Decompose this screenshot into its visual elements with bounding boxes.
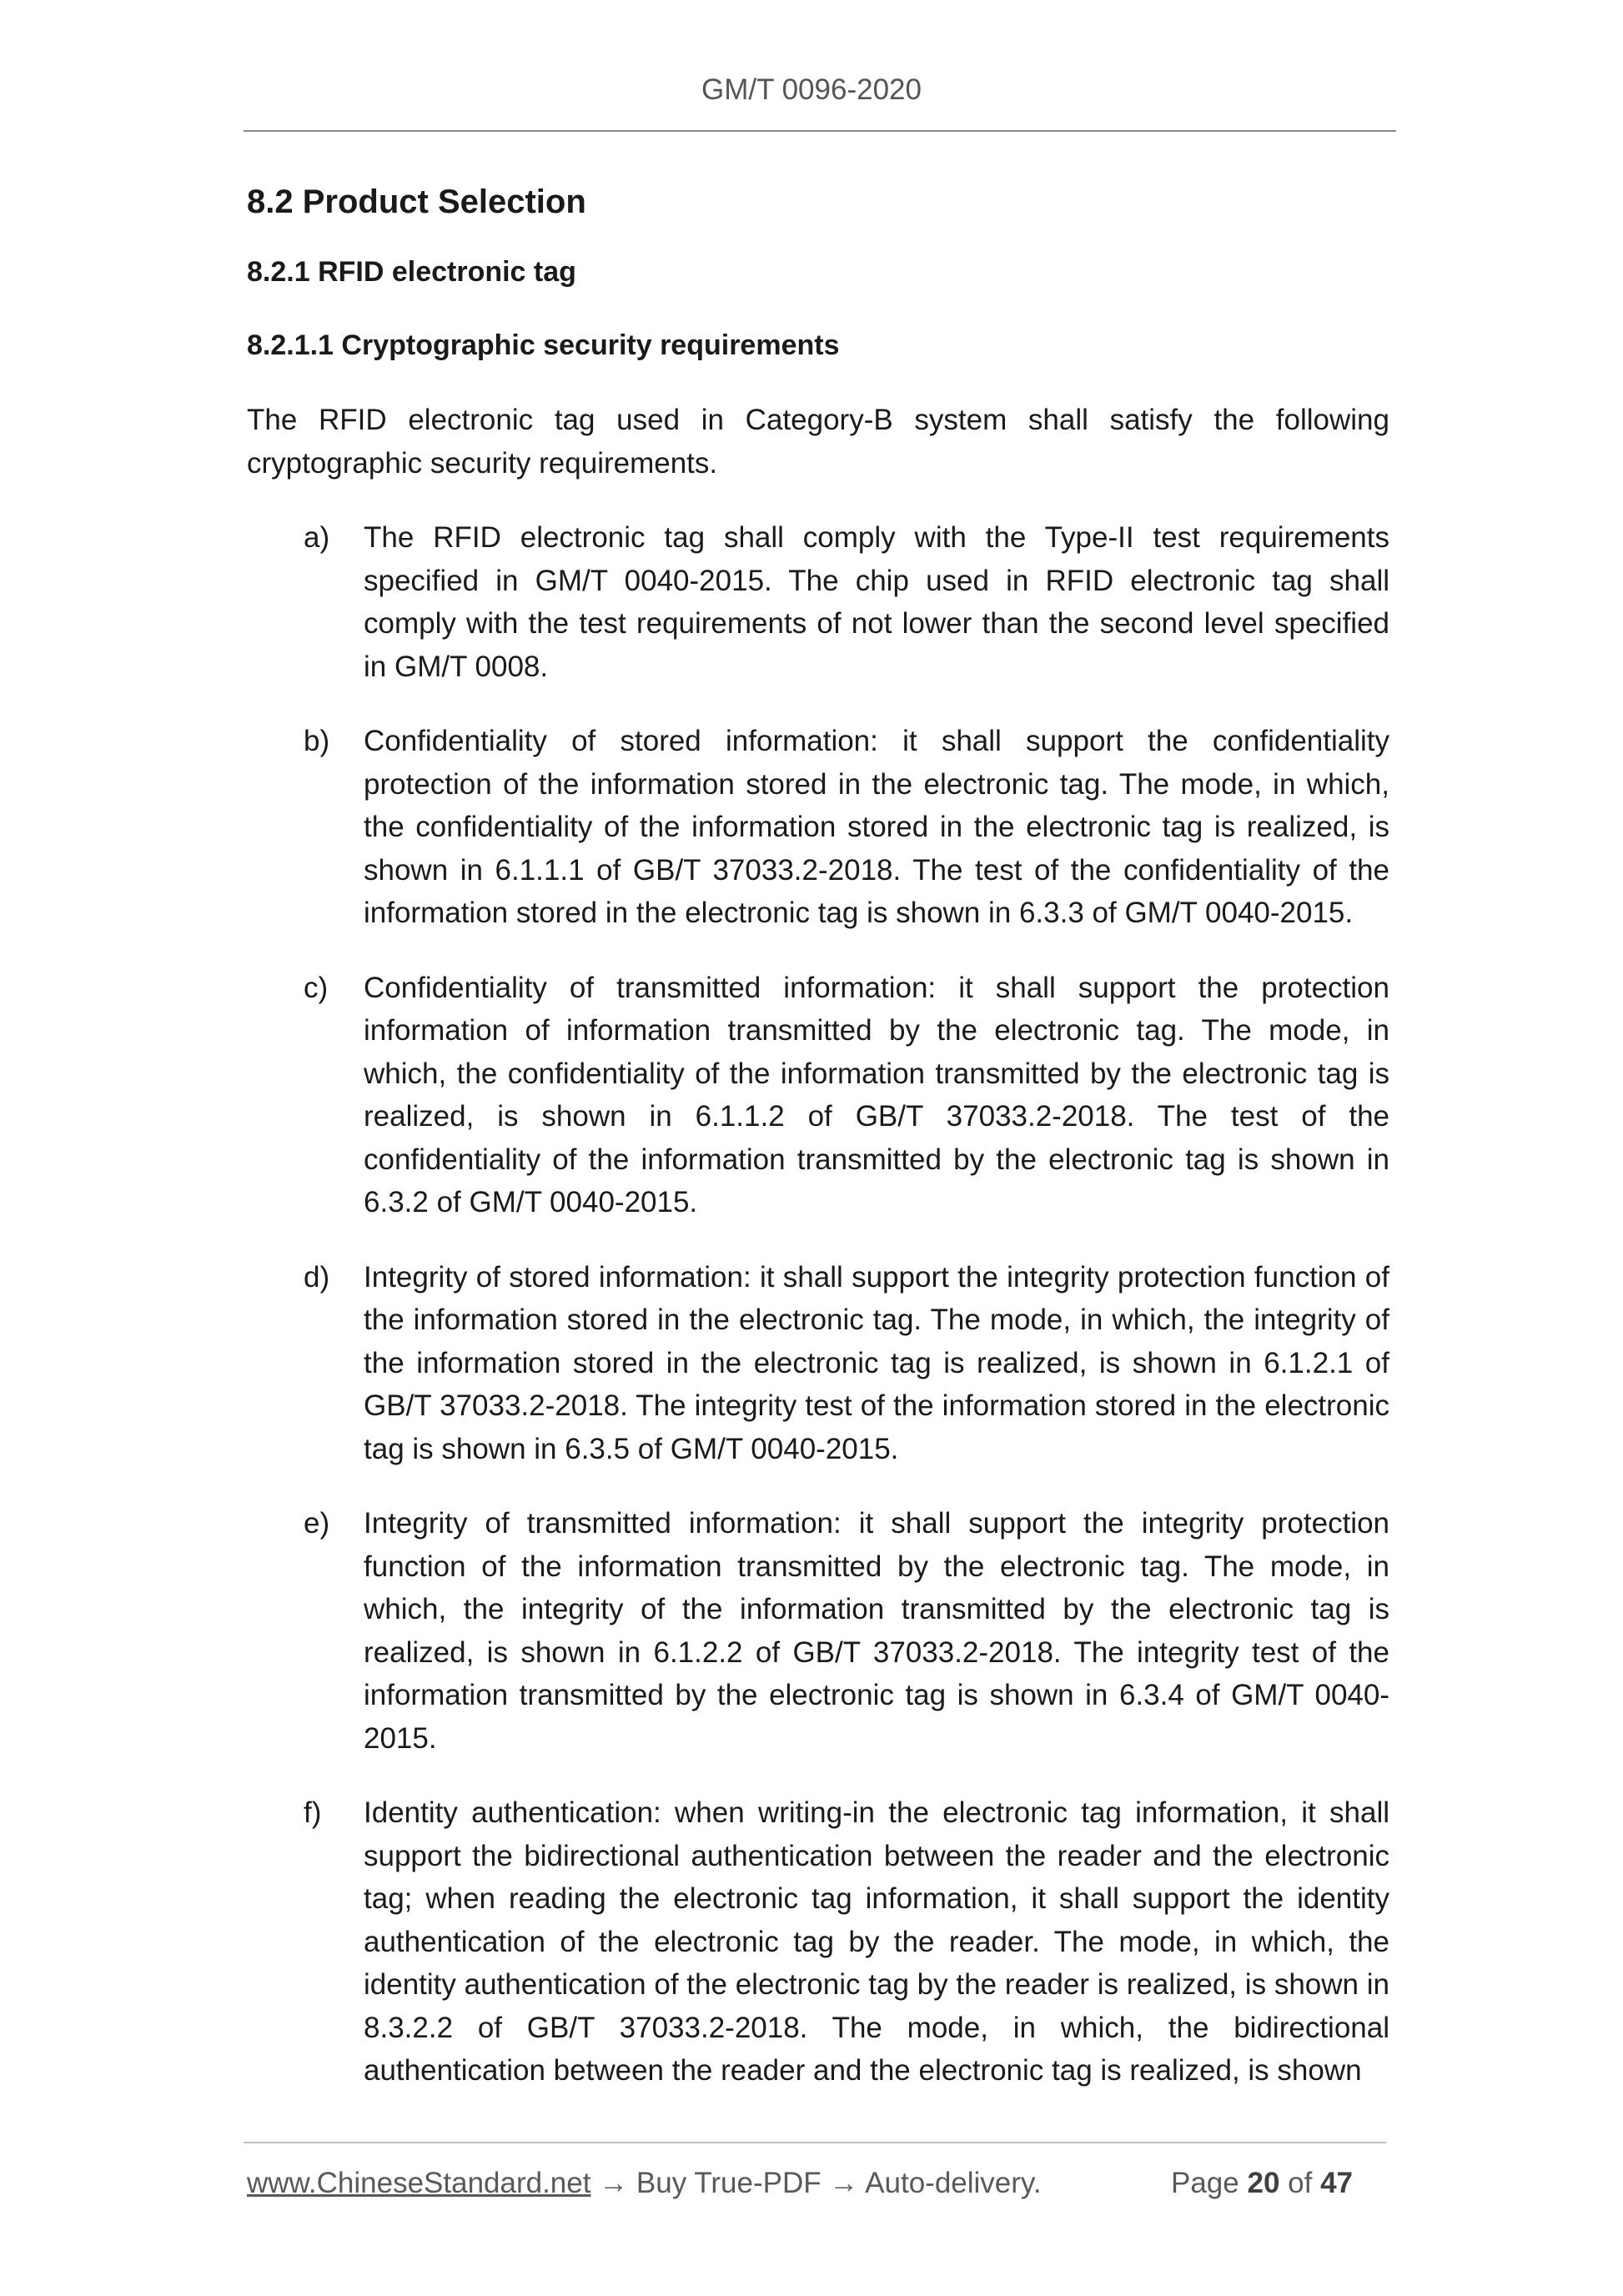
list-item bbox=[247, 516, 1389, 688]
header-divider bbox=[244, 130, 1396, 132]
footer-tagline: → Buy True-PDF → Auto-delivery. bbox=[590, 2167, 1042, 2199]
list-marker: f) bbox=[304, 1796, 322, 1829]
list-item-text: Confidentiality of transmitted information: it shall support the protection information of information transmitted by the electronic tag. The mode, in which, the confidentiality of the information transmitted by the electronic tag is realized, is shown in 6.1.1.2 of GB/T 37033.2-2018. The test of the confidentiality of the information transmitted by the electronic tag is shown in 6.3.2 of GM/T 0040-2015. bbox=[364, 971, 1389, 1218]
footer-divider bbox=[244, 2142, 1386, 2143]
footer-promo bbox=[247, 2167, 1042, 2200]
requirements-list bbox=[247, 516, 1389, 2093]
list-item bbox=[247, 1502, 1389, 1760]
intro-paragraph: The RFID electronic tag used in Category-B system shall satisfy the following cryptographic security requirements. bbox=[247, 404, 1389, 480]
list-marker: e) bbox=[304, 1507, 330, 1540]
list-item-text: Integrity of stored information: it shall support the integrity protection function of the information stored in the electronic tag. The mode, in which, the integrity of the information stored in the electronic tag is realized, is shown in 6.1.2.1 of GB/T 37033.2-2018. The integrity test of the information stored in the electronic tag is shown in 6.3.5 of GM/T 0040-2015. bbox=[364, 1260, 1389, 1465]
section-title: 8.2 Product Selection bbox=[247, 183, 586, 220]
page-body bbox=[247, 177, 1389, 2124]
list-item bbox=[247, 1256, 1389, 1471]
list-item bbox=[247, 720, 1389, 935]
of-label: of bbox=[1288, 2167, 1313, 2199]
subsubsection-title: 8.2.1.1 Cryptographic security requirements bbox=[247, 329, 840, 361]
list-marker: d) bbox=[304, 1260, 330, 1294]
list-item-text: Identity authentication: when writing-in the electronic tag information, it shall support the bidirectional authentication between the reader and the electronic tag; when reading the electronic tag information, it shall support the identity authentication of the electronic tag by the reader. The mode, in which, the identity authentication of the electronic tag by the reader is realized, is shown in 8.3.2.2 of GB/T 37033.2-2018. The mode, in which, the bidirectional authentication between the reader and the electronic tag is realized, is shown bbox=[364, 1796, 1389, 2087]
subsection-title: 8.2.1 RFID electronic tag bbox=[247, 256, 576, 288]
total-pages: 47 bbox=[1320, 2167, 1354, 2199]
list-item bbox=[247, 1791, 1389, 2093]
list-marker: c) bbox=[304, 971, 329, 1004]
site-link[interactable]: www.ChineseStandard.net bbox=[247, 2167, 591, 2199]
page-label: Page bbox=[1171, 2167, 1239, 2199]
list-item-text: Confidentiality of stored information: it shall support the confidentiality protection of the information stored in the electronic tag. The mode, in which, the confidentiality of the information stored in the electronic tag is realized, is shown in 6.1.1.1 of GB/T 37033.2-2018. The test of the confidentiality of the information stored in the electronic tag is shown in 6.3.3 of GM/T 0040-2015. bbox=[364, 725, 1389, 929]
list-marker: b) bbox=[304, 725, 330, 757]
page-counter bbox=[1171, 2167, 1353, 2200]
list-marker: a) bbox=[304, 521, 330, 554]
list-item-text: Integrity of transmitted information: it shall support the integrity protection function of the information transmitted by the electronic tag. The mode, in which, the integrity of the information transmitted by the electronic tag is realized, is shown in 6.1.2.2 of GB/T 37033.2-2018. The integrity test of the information transmitted by the electronic tag is shown in 6.3.4 of GM/T 0040-2015. bbox=[364, 1507, 1389, 1755]
list-item-text: The RFID electronic tag shall comply with the Type-II test requirements specified in GM/T 0040-2015. The chip used in RFID electronic tag shall comply with the test requirements of not lower than the second level specified in GM/T 0008. bbox=[364, 521, 1389, 683]
running-header: GM/T 0096-2020 bbox=[701, 73, 922, 106]
list-item bbox=[247, 967, 1389, 1224]
page-number: 20 bbox=[1247, 2167, 1280, 2199]
